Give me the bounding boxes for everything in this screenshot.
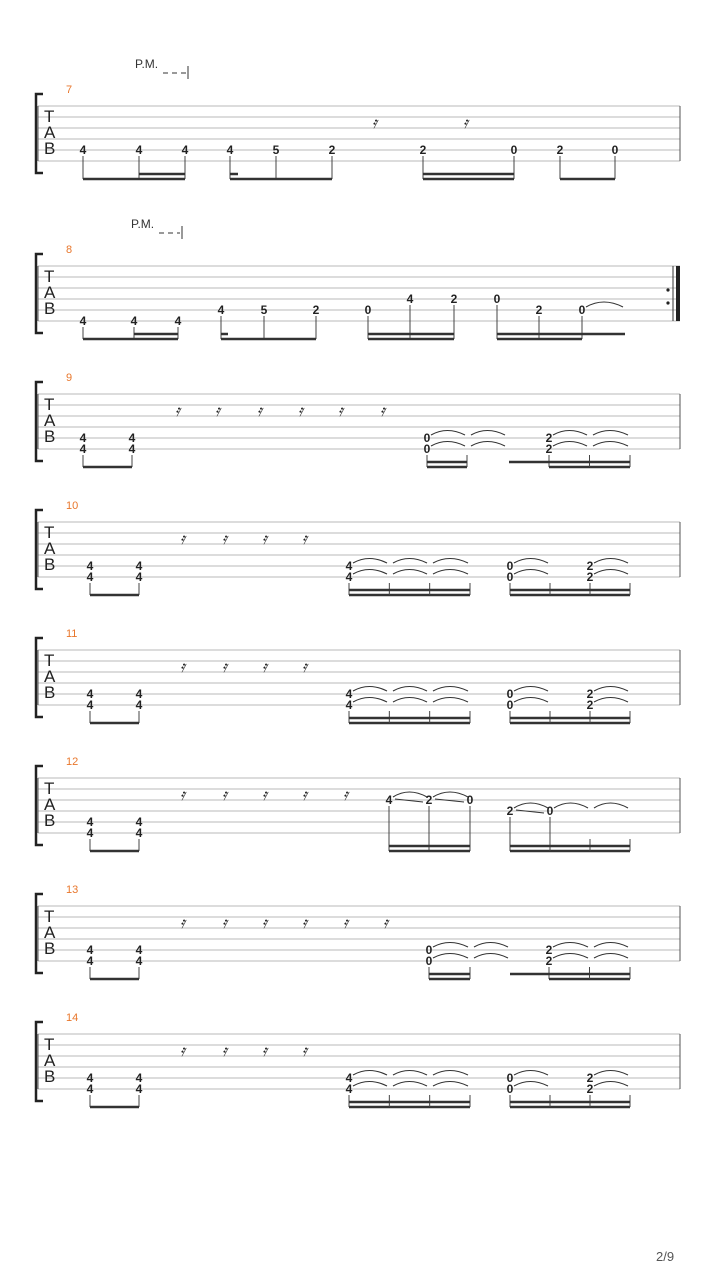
fret-number: 0: [510, 143, 518, 157]
tab-clef-letter: A: [44, 923, 56, 942]
fret-number: 0: [423, 442, 431, 456]
tie-arc: [514, 559, 548, 564]
fret-number: 4: [86, 954, 94, 968]
tab-clef-letter: B: [44, 939, 56, 958]
measure-number: 9: [66, 372, 73, 384]
tie-arc: [514, 570, 548, 575]
sixteenth-rest: 𝄿: [302, 915, 307, 932]
fret-number: 2: [586, 1071, 594, 1085]
fret-number: 0: [506, 1071, 514, 1085]
tie-arc: [586, 302, 623, 307]
fret-number: 4: [79, 143, 87, 157]
tab-clef-letter: A: [44, 411, 56, 430]
tab-clef-letter: B: [44, 1067, 56, 1086]
fret-number: 4: [135, 570, 143, 584]
tie-arc: [431, 442, 465, 447]
fret-number: 4: [135, 1082, 143, 1096]
sixteenth-rest: 𝄿: [338, 403, 343, 420]
fret-number: 0: [506, 687, 514, 701]
measure-number: 10: [66, 500, 79, 512]
fret-number: 0: [364, 303, 372, 317]
sixteenth-rest: 𝄿: [302, 659, 307, 676]
sixteenth-rest: 𝄿: [222, 659, 227, 676]
fret-number: 2: [419, 143, 427, 157]
fret-number: 4: [135, 1071, 143, 1085]
tie-arc: [553, 431, 587, 436]
fret-number: 4: [345, 698, 353, 712]
fret-number: 0: [611, 143, 619, 157]
tab-clef-letter: T: [44, 523, 55, 542]
tie-arc: [594, 1082, 628, 1087]
tab-clef-letter: A: [44, 1051, 56, 1070]
sixteenth-rest: 𝄿: [262, 531, 267, 548]
tie-arc: [393, 792, 427, 797]
fret-number: 4: [86, 1071, 94, 1085]
tie-arc: [433, 559, 468, 564]
tie-arc: [393, 1082, 427, 1087]
tie-arc: [594, 687, 628, 692]
fret-number: 4: [135, 815, 143, 829]
tie-arc: [431, 431, 465, 436]
measure-number: 12: [66, 756, 79, 768]
tie-arc: [553, 954, 588, 959]
tie-arc: [393, 559, 427, 564]
fret-number: 4: [345, 1071, 353, 1085]
fret-number: 4: [135, 698, 143, 712]
tab-clef-letter: A: [44, 283, 56, 302]
tie-arc: [514, 687, 548, 692]
fret-number: 4: [181, 143, 189, 157]
fret-number: 4: [130, 314, 138, 328]
fret-number: 0: [493, 292, 501, 306]
measure-number: 8: [66, 244, 73, 256]
fret-number: 4: [79, 314, 87, 328]
fret-number: 2: [586, 687, 594, 701]
tie-arc: [433, 698, 468, 703]
tie-arc: [593, 442, 628, 447]
sixteenth-rest: 𝄿: [180, 915, 185, 932]
tie-arc: [433, 1071, 468, 1076]
tie-arc: [594, 570, 628, 575]
fret-number: 4: [217, 303, 225, 317]
tie-arc: [594, 559, 628, 564]
tab-clef-letter: B: [44, 299, 56, 318]
fret-number: 2: [425, 793, 433, 807]
palm-mute-label: P.M.: [135, 57, 159, 71]
sixteenth-rest: 𝄿: [262, 1043, 267, 1060]
tie-arc: [553, 442, 587, 447]
sixteenth-rest: 𝄿: [372, 115, 377, 132]
tie-arc: [554, 803, 588, 808]
fret-number: 4: [135, 954, 143, 968]
sixteenth-rest: 𝄿: [222, 915, 227, 932]
sixteenth-rest: 𝄿: [463, 115, 468, 132]
measure-number: 7: [66, 84, 73, 96]
sixteenth-rest: 𝄿: [302, 531, 307, 548]
measure-number: 14: [66, 1012, 79, 1024]
fret-number: 4: [86, 1082, 94, 1096]
fret-number: 4: [135, 559, 143, 573]
fret-number: 4: [86, 943, 94, 957]
fret-number: 4: [86, 559, 94, 573]
tab-clef-letter: T: [44, 779, 55, 798]
fret-number: 2: [506, 804, 514, 818]
fret-number: 4: [345, 570, 353, 584]
tie-arc: [393, 570, 427, 575]
tie-arc: [553, 943, 588, 948]
sixteenth-rest: 𝄿: [298, 403, 303, 420]
tie-arc: [433, 792, 468, 797]
tie-arc: [514, 698, 548, 703]
tie-arc: [353, 1071, 387, 1076]
fret-number: 0: [506, 559, 514, 573]
tie-arc: [433, 687, 468, 692]
fret-number: 2: [545, 943, 553, 957]
fret-number: 0: [506, 1082, 514, 1096]
fret-number: 2: [328, 143, 336, 157]
tab-clef-letter: T: [44, 651, 55, 670]
tie-arc: [514, 803, 548, 808]
tie-arc: [393, 687, 427, 692]
fret-number: 4: [79, 442, 87, 456]
fret-number: 2: [586, 698, 594, 712]
repeat-dot: [666, 301, 669, 304]
tie-arc: [594, 954, 628, 959]
tie-arc: [594, 943, 628, 948]
tie-arc: [433, 943, 468, 948]
tie-arc: [353, 687, 387, 692]
tie-arc: [594, 698, 628, 703]
tie-arc: [594, 803, 628, 808]
fret-number: 4: [226, 143, 234, 157]
fret-number: 4: [128, 431, 136, 445]
tab-clef-letter: A: [44, 667, 56, 686]
fret-number: 0: [423, 431, 431, 445]
tie-arc: [353, 559, 387, 564]
fret-number: 4: [128, 442, 136, 456]
tie-arc: [433, 954, 468, 959]
fret-number: 4: [385, 793, 393, 807]
tab-clef-letter: B: [44, 811, 56, 830]
tab-clef-letter: T: [44, 1035, 55, 1054]
tie-arc: [474, 954, 508, 959]
fret-number: 4: [86, 698, 94, 712]
fret-number: 5: [260, 303, 268, 317]
fret-number: 4: [174, 314, 182, 328]
sixteenth-rest: 𝄿: [222, 531, 227, 548]
sixteenth-rest: 𝄿: [262, 787, 267, 804]
fret-number: 4: [135, 826, 143, 840]
tab-clef-letter: T: [44, 267, 55, 286]
fret-number: 0: [425, 943, 433, 957]
fret-number: 4: [86, 826, 94, 840]
sixteenth-rest: 𝄿: [175, 403, 180, 420]
fret-number: 4: [135, 143, 143, 157]
tie-arc: [474, 943, 508, 948]
sixteenth-rest: 𝄿: [180, 531, 185, 548]
fret-number: 2: [450, 292, 458, 306]
fret-number: 4: [135, 687, 143, 701]
fret-number: 0: [546, 804, 554, 818]
tie-arc: [433, 570, 468, 575]
fret-number: 4: [345, 687, 353, 701]
fret-number: 2: [586, 1082, 594, 1096]
tie-arc: [514, 1082, 548, 1087]
sixteenth-rest: 𝄿: [383, 915, 388, 932]
tie-arc: [353, 570, 387, 575]
tab-clef-letter: T: [44, 395, 55, 414]
fret-number: 2: [586, 559, 594, 573]
fret-number: 0: [466, 793, 474, 807]
fret-number: 2: [586, 570, 594, 584]
tie-arc: [353, 1082, 387, 1087]
page-number: 2/9: [656, 1249, 675, 1264]
fret-number: 2: [556, 143, 564, 157]
tie-arc: [514, 1071, 548, 1076]
fret-number: 4: [79, 431, 87, 445]
fret-number: 4: [345, 559, 353, 573]
fret-number: 2: [545, 442, 553, 456]
fret-number: 0: [506, 698, 514, 712]
sixteenth-rest: 𝄿: [222, 1043, 227, 1060]
tie-arc: [433, 1082, 468, 1087]
sixteenth-rest: 𝄿: [222, 787, 227, 804]
tab-clef-letter: B: [44, 683, 56, 702]
sixteenth-rest: 𝄿: [302, 1043, 307, 1060]
fret-number: 4: [135, 943, 143, 957]
tie-arc: [353, 698, 387, 703]
tab-clef-letter: A: [44, 123, 56, 142]
tab-clef-letter: A: [44, 539, 56, 558]
fret-number: 2: [312, 303, 320, 317]
tab-clef-letter: B: [44, 139, 56, 158]
fret-number: 4: [345, 1082, 353, 1096]
fret-number: 4: [86, 815, 94, 829]
sixteenth-rest: 𝄿: [262, 915, 267, 932]
fret-number: 2: [545, 954, 553, 968]
sixteenth-rest: 𝄿: [215, 403, 220, 420]
fret-number: 4: [86, 570, 94, 584]
tab-clef-letter: B: [44, 555, 56, 574]
palm-mute-label: P.M.: [131, 217, 155, 231]
fret-number: 0: [578, 303, 586, 317]
fret-number: 2: [535, 303, 543, 317]
sixteenth-rest: 𝄿: [302, 787, 307, 804]
tie-arc: [393, 698, 427, 703]
fret-number: 2: [545, 431, 553, 445]
measure-number: 13: [66, 884, 79, 896]
fret-number: 4: [406, 292, 414, 306]
sixteenth-rest: 𝄿: [262, 659, 267, 676]
fret-number: 0: [425, 954, 433, 968]
repeat-dot: [666, 288, 669, 291]
sixteenth-rest: 𝄿: [180, 659, 185, 676]
sixteenth-rest: 𝄿: [257, 403, 262, 420]
measure-number: 11: [66, 628, 78, 640]
fret-number: 4: [86, 687, 94, 701]
tab-clef-letter: T: [44, 907, 55, 926]
sixteenth-rest: 𝄿: [343, 787, 348, 804]
fret-number: 5: [272, 143, 280, 157]
sixteenth-rest: 𝄿: [180, 787, 185, 804]
sixteenth-rest: 𝄿: [380, 403, 385, 420]
sixteenth-rest: 𝄿: [343, 915, 348, 932]
tab-clef-letter: B: [44, 427, 56, 446]
tie-arc: [393, 1071, 427, 1076]
tie-arc: [594, 1071, 628, 1076]
tie-arc: [471, 431, 505, 436]
fret-number: 0: [506, 570, 514, 584]
sixteenth-rest: 𝄿: [180, 1043, 185, 1060]
tie-arc: [593, 431, 628, 436]
tab-clef-letter: T: [44, 107, 55, 126]
tab-clef-letter: A: [44, 795, 56, 814]
tie-arc: [471, 442, 505, 447]
